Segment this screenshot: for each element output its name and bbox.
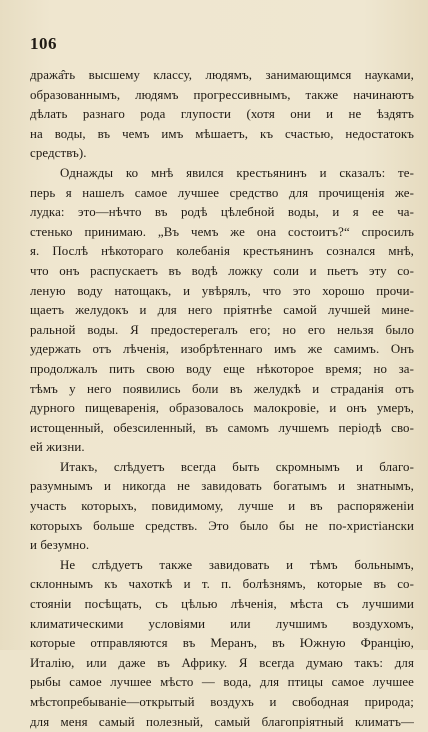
page-number: 106 — [30, 34, 57, 53]
text-line: щаетъ желудокъ и для него пріятнѣе самой лучшей мине- — [30, 303, 414, 318]
text-line: которыхъ больше средствъ. Это было бы не по-христіански — [30, 518, 414, 533]
text-line: на воды, въ чемъ имъ мѣшаетъ, къ счастью, недостатокъ — [30, 126, 414, 141]
text-line: стенько принимаю. „Въ чемъ же она состоитъ?“ спросилъ — [30, 224, 414, 239]
text-line: леную воду натощакъ, и увѣрялъ, что это хорошо прочи- — [30, 283, 414, 298]
body-text — [30, 66, 414, 732]
text-line: лудка: это—нѣчто въ родѣ цѣлебной воды, и я ее ча- — [30, 205, 414, 220]
text-line: разумнымъ и никогда не завидовать богатымъ и знатнымъ, — [30, 479, 414, 494]
text-line: средствъ). — [30, 146, 87, 161]
text-line: что онъ распускаетъ въ водѣ ложку соли и пьетъ эту со- — [30, 263, 414, 278]
text-line: ральной воды. Я предостерегалъ его; но его нельзя было — [30, 322, 414, 337]
text-line: перь я нашелъ самое лучшее средство для прочищенія же- — [30, 185, 414, 200]
text-line: мѣстопребываніе—открытый воздухъ и свободная природа; — [30, 695, 414, 709]
text-line: дурного пищеваренія, образовалось малокровіе, и онъ умеръ, — [30, 401, 414, 416]
text-line: дража̂ть высшему классу, людямъ, занимающимся науками, — [30, 68, 414, 82]
text-line: для меня самый полезный, самый благопріятный климатъ— — [30, 714, 414, 729]
text-line: тѣмъ у него появились боли въ желудкѣ и страданія отъ — [30, 381, 414, 396]
text-line: и безумно. — [30, 538, 90, 553]
text-line: ей жизни. — [30, 440, 85, 455]
text-line: стояніи посѣщать, съ цѣлью лѣченія, мѣста съ лучшими — [30, 597, 414, 612]
text-line: истощенный, обезсиленный, въ самомъ лучшемъ періодѣ сво- — [30, 420, 414, 435]
text-line: климатическими условіями или лучшимъ воздухомъ, — [30, 616, 414, 631]
text-line: я. Послѣ нѣкотораго колебанія крестьянинъ сознался мнѣ, — [30, 244, 414, 259]
text-line: образованнымъ, людямъ прогрессивнымъ, также начинаютъ — [30, 87, 414, 102]
text-line: Однажды ко мнѣ явился крестьянинъ и сказалъ: те- — [60, 165, 414, 180]
text-line: продолжалъ пить свою воду еще нѣкоторое время; но за- — [30, 361, 414, 376]
text-line: Италію, или даже въ Африку. Я всегда думаю такъ: для — [30, 655, 414, 670]
text-line: которые отправляются въ Меранъ, въ Южную Францію, — [30, 636, 414, 651]
text-line: дѣлать разнаго рода глупости (хотя они и не ѣздятъ — [30, 107, 414, 122]
text-line: Не слѣдуетъ также завидовать и тѣмъ больнымъ, — [60, 557, 414, 572]
text-line: удержать отъ лѣченія, изобрѣтеннаго имъ же самимъ. Онъ — [30, 342, 414, 357]
text-line: Итакъ, слѣдуетъ всегда быть скромнымъ и благо- — [60, 459, 414, 474]
text-line: участь которыхъ, повидимому, лучше и въ распоряженіи — [30, 499, 414, 514]
text-line: рыбы самое лучшее мѣсто — вода, для птицы самое лучшее — [30, 675, 414, 690]
text-line: склоннымъ къ чахоткѣ и т. п. болѣзнямъ, которые въ со- — [30, 577, 414, 592]
